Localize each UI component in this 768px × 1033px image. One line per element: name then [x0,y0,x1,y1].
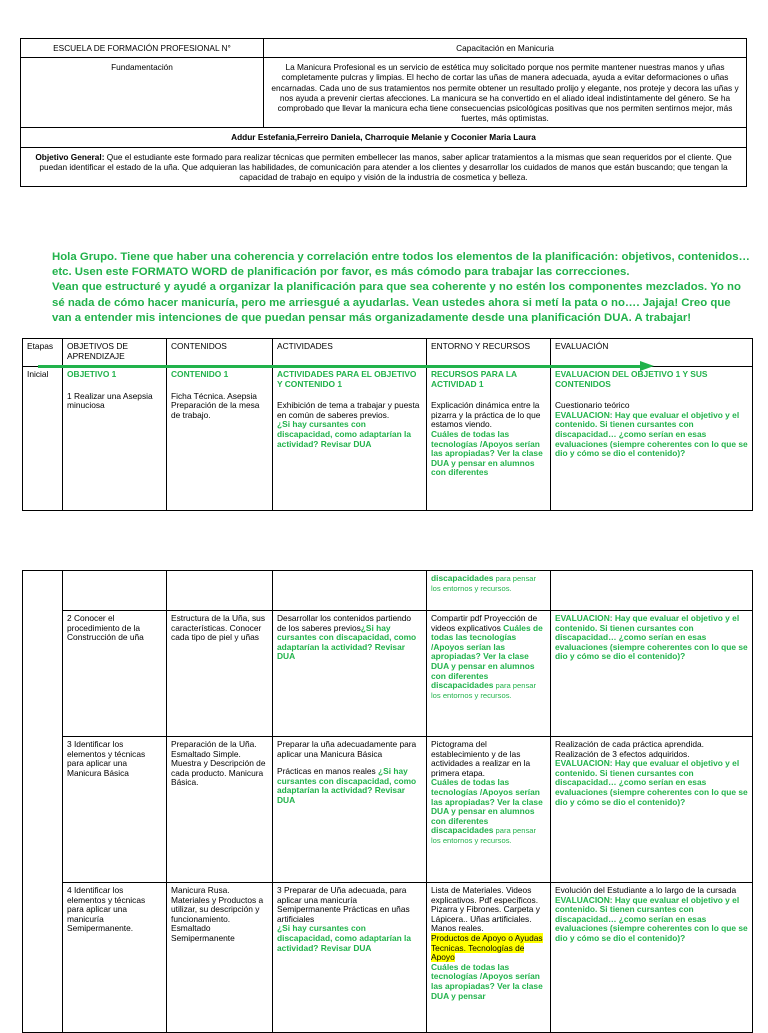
row3-actividad-cell: Preparar la uña adecuadamente para aplicar una Manicura Básica Prácticas en manos reales ¿Si hay cursantes con discapacidad, como adaptarían la actividad? Revisar DUA [273,737,427,883]
stage-label: Inicial [23,367,63,511]
guide-contenido: CONTENIDO 1 [171,369,229,379]
content-cell [167,367,273,511]
recursos-question: Cuáles de todas las tecnologías /Apoyos serían las apropiadas? Ver la clase DUA y pensar en alumnos con diferentes [431,428,543,478]
table-row [23,737,753,883]
fundamentacion-text: La Manicura Profesional es un servicio de estética muy solicitado porque nos permite mantener nuestras manos y uñas completamente pulcras y limpias. El hecho de cortar las uñas de manera adecuada, ayuda a evitar deformaciones o uñas encarnadas. Cada uno de sus tratamientos nos permite obtener un resultado prolijo y elegante, nos proteje y decora las uñas y nos ayuda a prevenir ciertas afecciones. La manicura se ha convertido en el aliado ideal indistintamente del género. Se ha comprobado que llevar la manicura echa tiene consecuencias psicológicas positivas que nos permiten sentirnos mejor, más fuertes, más optimistas. [264,58,747,128]
table-row [23,571,753,611]
col-etapas: Etapas [23,339,63,367]
flow-arrow-line [38,365,640,368]
col-evaluacion: EVALUACIÓN [551,339,753,367]
table-row [23,611,753,737]
objetivo-text: Que el estudiante este formado para realizar técnicas que permiten embellecer las manos, saber aplicar tratamientos a la mismas que sean requeridos por el cliente. Que puedan identificar el estado de la uña. Que adquieran las habilidades, de comunicación para atender a los clientes y desarrollar los cuidados de manos que están buscando; que tengan la capacidad de trabajo en equipo y visión de la industria de cosmetica y belleza. [39,151,732,183]
row2-recurso-cell: Compartir pdf Proyección de videos explicativos Cuáles de todas las tecnologías /Apoyos serían las apropiadas? Ver la clase DUA y pensar en alumnos con diferentes discapacidades para pensar los entornos y recursos. [427,611,551,737]
col-objetivos: OBJETIVOS DE APRENDIZAJE [63,339,167,367]
objetivo-general [21,147,747,187]
row1-objetivo: 1 Realizar una Asepsia minuciosa [67,390,153,411]
table-row [23,883,753,1033]
highlighted-resource: Productos de Apoyo o Ayudas Tecnicas. Tecnologías de Apoyo [431,932,543,963]
objetivo-label: Objetivo General: [35,151,105,162]
fundamentacion-label: Fundamentación [21,58,264,128]
planning-table-continued [22,570,753,1033]
row3-contenido: Preparación de la Uña. Esmaltado Simple. Muestra y Descripción de cada producto. Manicura Básica. [167,737,273,883]
row4-actividad-cell: 3 Preparar de Uña adecuada, para aplicar una manicuría Semipermanente Prácticas en uñas artificiales ¿Si hay cursantes con discapacidad, como adaptarían la actividad? Revisar DUA [273,883,427,1033]
resource-cell [427,367,551,511]
col-contenidos: CONTENIDOS [167,339,273,367]
guide-evaluacion: EVALUACION DEL OBJETIVO 1 Y SUS CONTENIDOS [555,369,708,389]
note-line-1: Hola Grupo. Tiene que haber una coherencia y correlación entre todos los elementos de la planificación: objetivos, contenidos…etc. Usen este FORMATO WORD de planificación por favor, es más cómodo para trabajar las correcciones. [52,251,750,279]
table-row [23,367,753,511]
objective-cell [63,367,167,511]
dua-question: ¿Si hay cursantes con discapacidad, como adaptarían la actividad? Revisar DUA [277,419,412,449]
course-info-table [20,38,747,187]
row1-evaluacion: Cuestionario teórico [555,400,630,411]
arrow-right-icon [640,361,654,371]
row2-objetivo: 2 Conocer el procedimiento de la Construcción de uña [63,611,167,737]
row1-actividad: Exhibición de tema a trabajar y puesta en común de saberes previos. [277,400,420,420]
teacher-note [52,250,752,326]
school-name: ESCUELA DE FORMACIÓN PROFESIONAL N° [21,39,264,58]
row1-recurso: Explicación dinámica entre la pizarra y la práctica de lo que estamos viendo. [431,400,541,430]
guide-actividades: ACTIVIDADES PARA EL OBJETIVO Y CONTENIDO 1 [277,369,417,389]
col-entorno: ENTORNO Y RECURSOS [427,339,551,367]
row1-contenido: Ficha Técnica. Asepsia Preparación de la mesa de trabajo. [171,390,260,420]
row4-recurso-cell: Lista de Materiales. Videos explicativos. Pdf específicos. Pizarra y Fibrones. Carpeta y Lápicera.. Uñas artificiales. Manos reales. Productos de Apoyo o Ayudas Tecnicas. Tecnologías de Apoyo Cuáles de todas las tecnologías /Apoyos serían las apropiadas? Ver la clase DUA y pensar [427,883,551,1033]
note-line-2: Vean que estructuré y ayudé a organizar la planificación para que sea coherente y no estén los componentes mezclados. Yo no sé nada de cómo hacer manicuría, pero me arriesgué a ayudarlas. Vean ustedes ahora si metí la pata o no…. Jajaja! Creo que van a entender mis intenciones de que puedan pensar más organizadamente desde una planificación DUA. A trabajar! [52,281,741,324]
row4-contenido: Manicura Rusa. Materiales y Productos a utilizar, su descripción y funcionamiento. Esmaltado Semipermanente [167,883,273,1033]
authors: Addur Estefania,Ferreiro Daniela, Charroquie Melanie y Coconier Maria Laura [21,128,747,147]
row4-objetivo: 4 Identificar los elementos y técnicas para aplicar una manicuría Semipermanente. [63,883,167,1033]
row2-contenido: Estructura de la Uña, sus características. Conocer cada tipo de piel y uñas [167,611,273,737]
row4-evaluacion-cell: Evolución del Estudiante a lo largo de la cursada EVALUACION: Hay que evaluar el objetivo y el contenido. Si tienen cursantes con discapacidad… ¿como serían en esas evaluaciones (siempre coherentes con lo que se dio y cómo se dio el contenido)? [551,883,753,1033]
col-actividades: ACTIVIDADES [273,339,427,367]
row3-objetivo: 3 Identificar los elementos y técnicas para aplicar una Manicura Básica [63,737,167,883]
row2-evaluacion: EVALUACION: Hay que evaluar el objetivo y el contenido. Si tienen cursantes con discapacidad… ¿como serían en esas evaluaciones (siempre coherentes con lo que se dio y cómo se dio el contenido)? [551,611,753,737]
row2-actividad-cell: Desarrollar los contenidos partiendo de los saberes previos¿Si hay cursantes con discapacidad, como adaptarían la actividad? Revisar DUA [273,611,427,737]
guide-objetivo: OBJETIVO 1 [67,369,117,379]
row3-evaluacion-cell: Realización de cada práctica aprendida. Realización de 3 efectos adquiridos. EVALUACION: Hay que evaluar el objetivo y el contenido. Si tienen cursantes con discapacidad… ¿como serían en esas evaluaciones (siempre coherentes con lo que se dio y cómo se dio el contenido)? [551,737,753,883]
activity-cell [273,367,427,511]
eval-question: EVALUACION: Hay que evaluar el objetivo y el contenido. Si tienen cursantes con discapacidad… ¿como serían en esas evaluaciones (siempre coherentes con lo que se dio y cómo se dio el contenido)? [555,409,748,459]
row3-recurso-cell: Pictograma del establecimiento y de las actividades a realizar en la primera etapa. Cuáles de todas las tecnologías /Apoyos serían las apropiadas? Ver la clase DUA y pensar en alumnos con diferentes discapacidades para pensar los entornos y recursos. [427,737,551,883]
guide-recursos: RECURSOS PARA LA ACTIVIDAD 1 [431,369,517,389]
resource-cont-cell: discapacidades para pensar los entornos y recursos. [427,571,551,611]
stage-cell [23,571,63,1033]
evaluation-cell [551,367,753,511]
course-name: Capacitación en Manicuria [264,39,747,58]
